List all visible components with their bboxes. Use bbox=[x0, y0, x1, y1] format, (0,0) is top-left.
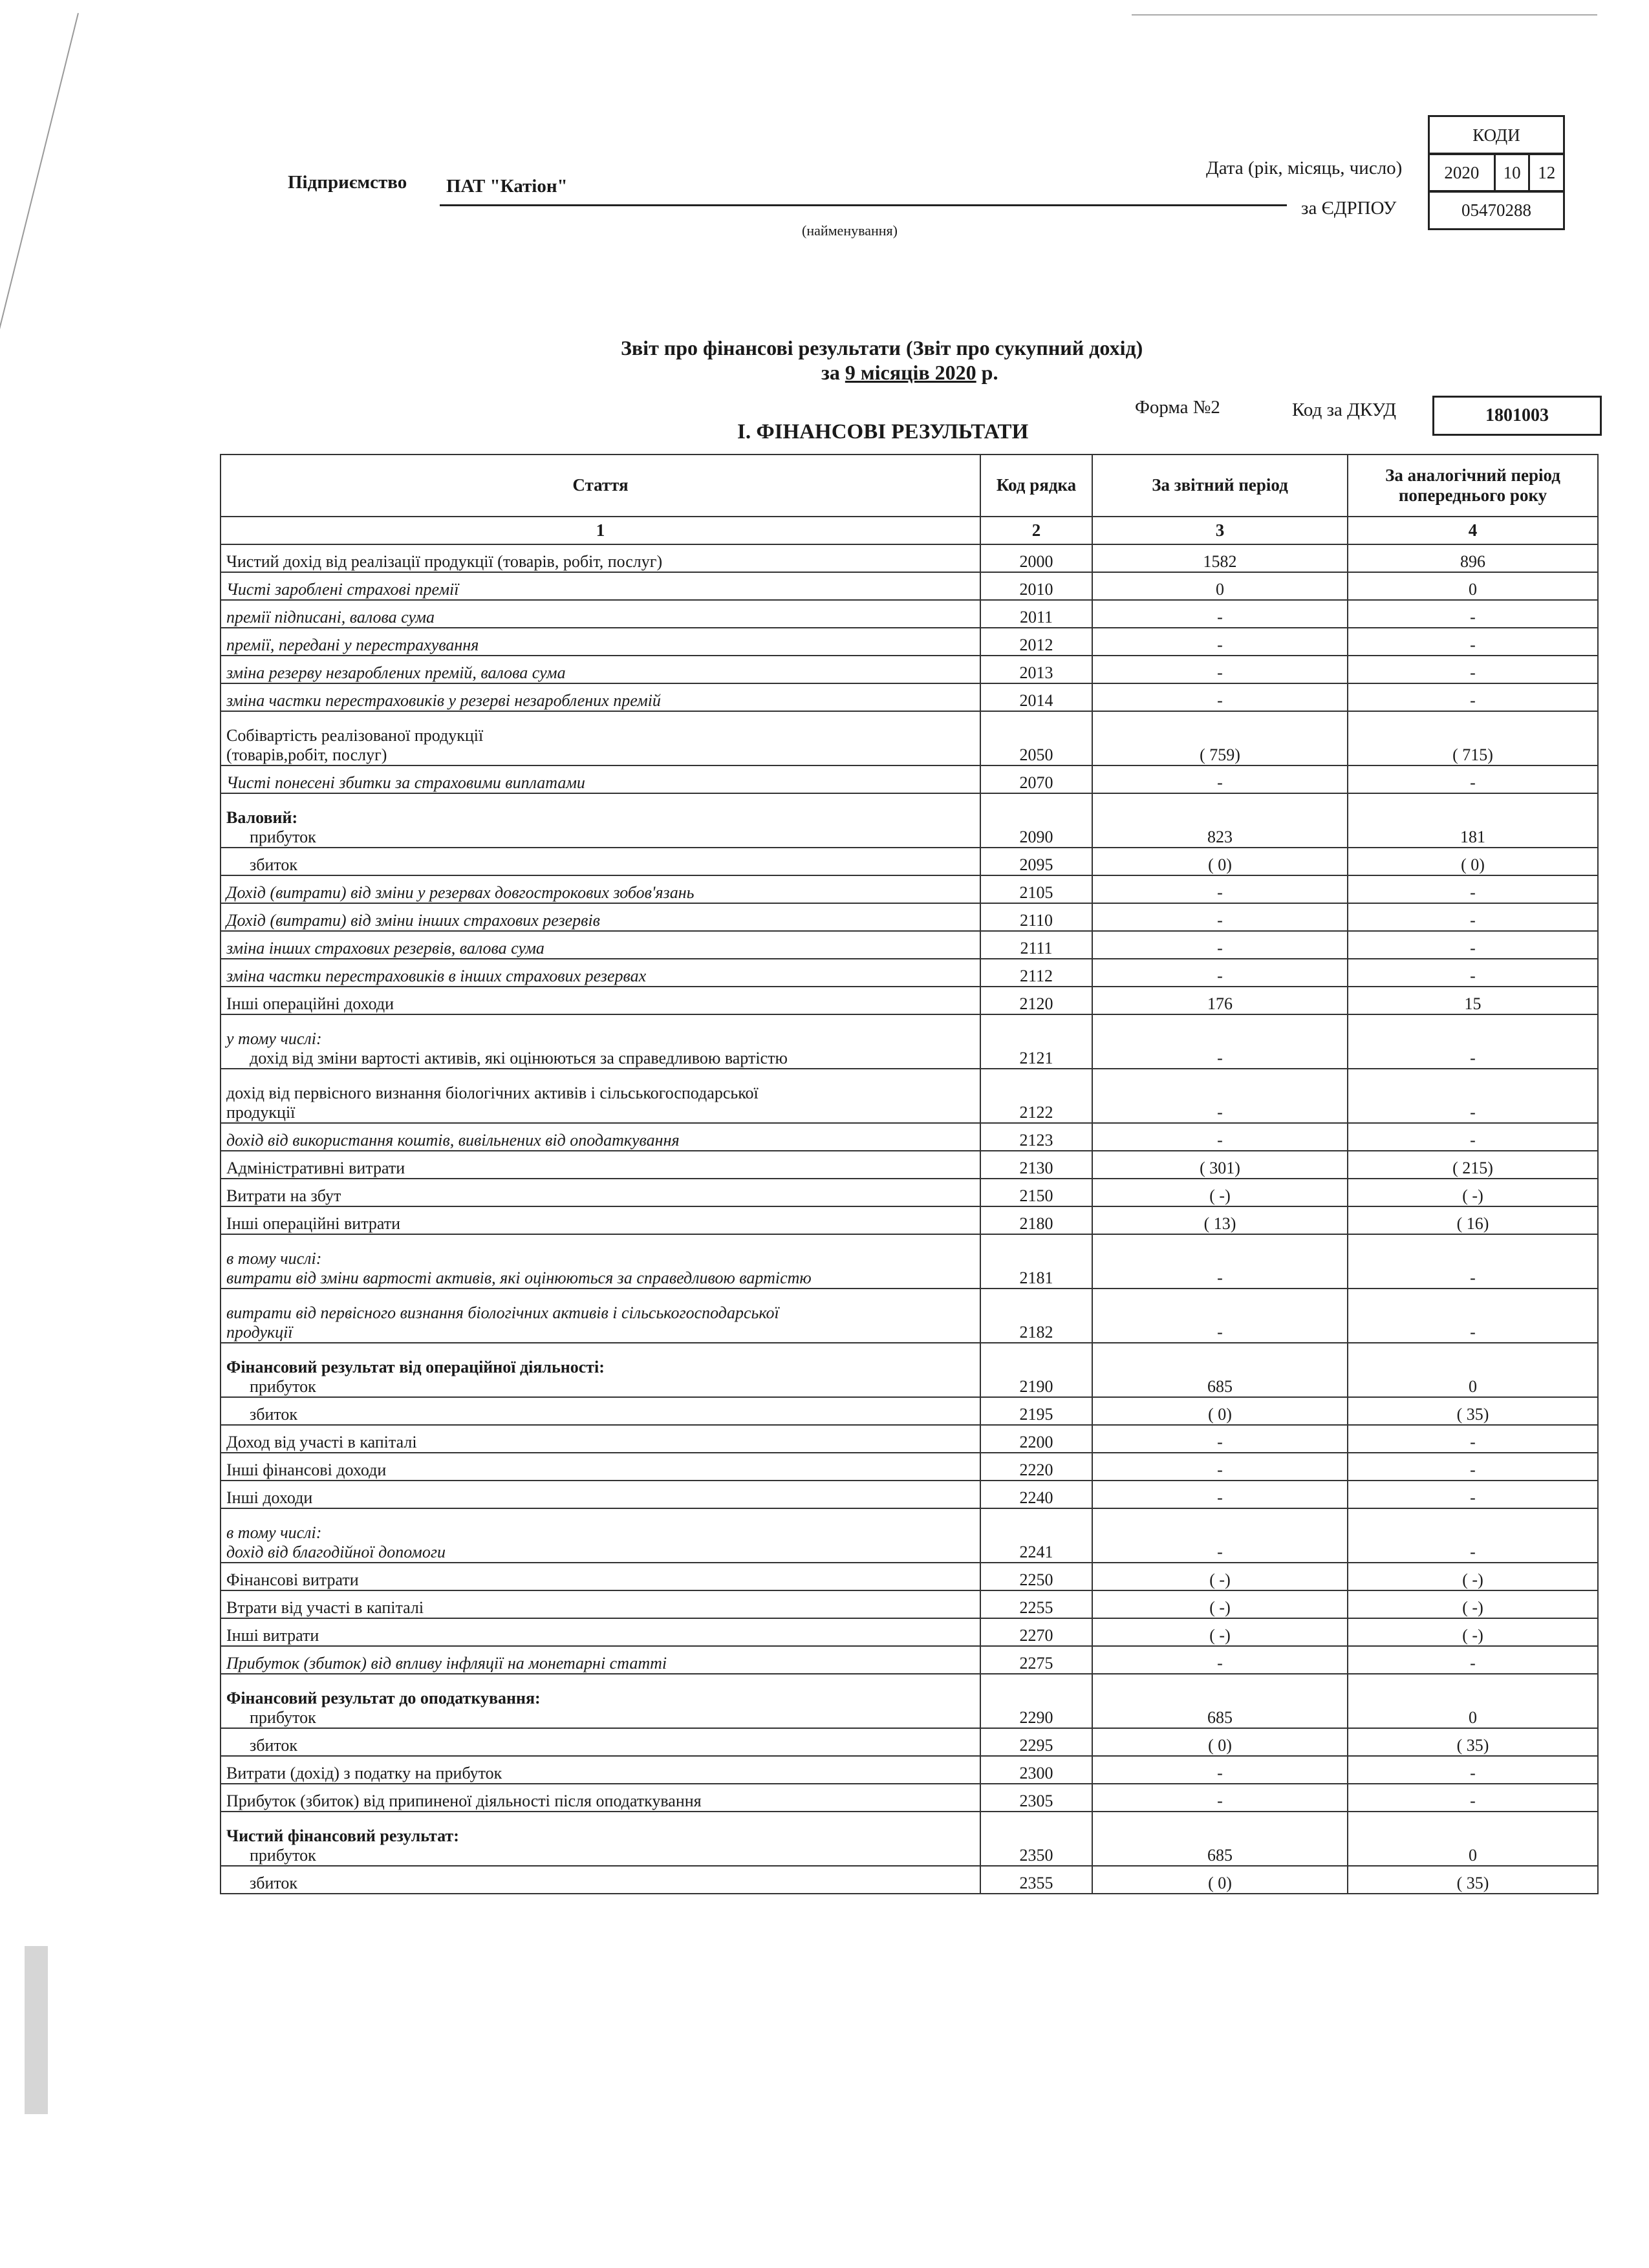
table-row bbox=[221, 711, 1598, 765]
row-current: ( 759) bbox=[1092, 711, 1348, 765]
row-current: 685 bbox=[1092, 1812, 1348, 1866]
report-period bbox=[821, 361, 998, 385]
codes-table bbox=[1428, 115, 1565, 155]
table-row bbox=[221, 765, 1598, 793]
row-label-line2: прибуток bbox=[250, 1708, 316, 1728]
col-number-1: 1 bbox=[221, 517, 980, 544]
row-previous: ( -) bbox=[1348, 1590, 1598, 1618]
row-code: 2290 bbox=[980, 1674, 1092, 1728]
table-row bbox=[221, 959, 1598, 987]
row-label bbox=[221, 1508, 980, 1563]
row-previous: - bbox=[1348, 1289, 1598, 1343]
table-row bbox=[221, 987, 1598, 1014]
table-row bbox=[221, 1343, 1598, 1397]
row-code: 2200 bbox=[980, 1425, 1092, 1453]
row-code: 2295 bbox=[980, 1728, 1092, 1756]
row-code: 2255 bbox=[980, 1590, 1092, 1618]
row-code: 2241 bbox=[980, 1508, 1092, 1563]
header-article: Стаття bbox=[221, 455, 980, 517]
table-row bbox=[221, 544, 1598, 572]
row-code: 2220 bbox=[980, 1453, 1092, 1481]
row-current: - bbox=[1092, 1289, 1348, 1343]
row-label-line1: Інші витрати bbox=[226, 1626, 319, 1645]
row-label-line1: Дохід (витрати) від зміни у резервах довгострокових зобов'язань bbox=[226, 883, 695, 903]
row-previous: - bbox=[1348, 600, 1598, 628]
row-label bbox=[221, 1453, 980, 1481]
table-row bbox=[221, 1674, 1598, 1728]
row-previous: - bbox=[1348, 1123, 1598, 1151]
row-label-line1: Чистий фінансовий результат: bbox=[226, 1826, 459, 1846]
row-label-line1: в тому числі: bbox=[226, 1523, 322, 1543]
table-row bbox=[221, 1014, 1598, 1069]
row-code: 2050 bbox=[980, 711, 1092, 765]
row-label-line1: дохід від використання коштів, вивільнених від оподаткування bbox=[226, 1131, 680, 1150]
row-label bbox=[221, 1206, 980, 1234]
row-code: 2013 bbox=[980, 656, 1092, 683]
table-row bbox=[221, 1453, 1598, 1481]
row-current: - bbox=[1092, 875, 1348, 903]
row-label bbox=[221, 1784, 980, 1812]
row-code: 2190 bbox=[980, 1343, 1092, 1397]
row-label-line1: зміна частки перестраховиків в інших страхових резервах bbox=[226, 967, 647, 986]
row-previous: - bbox=[1348, 656, 1598, 683]
row-previous: ( 16) bbox=[1348, 1206, 1598, 1234]
row-label bbox=[221, 683, 980, 711]
table-row bbox=[221, 1123, 1598, 1151]
row-label bbox=[221, 1234, 980, 1289]
row-label bbox=[221, 1179, 980, 1206]
row-current: ( -) bbox=[1092, 1563, 1348, 1590]
row-previous: - bbox=[1348, 903, 1598, 931]
row-code: 2110 bbox=[980, 903, 1092, 931]
row-current: - bbox=[1092, 1508, 1348, 1563]
row-current: - bbox=[1092, 903, 1348, 931]
row-label-line2: продукції bbox=[226, 1103, 296, 1122]
table-row bbox=[221, 931, 1598, 959]
row-code: 2014 bbox=[980, 683, 1092, 711]
row-current: ( 0) bbox=[1092, 1397, 1348, 1425]
date-month: 10 bbox=[1494, 154, 1529, 192]
row-label bbox=[221, 903, 980, 931]
table-row bbox=[221, 1728, 1598, 1756]
date-table bbox=[1428, 153, 1565, 193]
row-current: 685 bbox=[1092, 1674, 1348, 1728]
row-previous: 0 bbox=[1348, 1674, 1598, 1728]
date-label: Дата (рік, місяць, число) bbox=[1206, 158, 1403, 178]
row-current: ( 13) bbox=[1092, 1206, 1348, 1234]
row-code: 2240 bbox=[980, 1481, 1092, 1508]
row-label-line1: Фінансовий результат до оподаткування: bbox=[226, 1689, 541, 1708]
financial-results-table bbox=[220, 454, 1599, 1894]
row-current: 1582 bbox=[1092, 544, 1348, 572]
scan-top-line bbox=[1132, 14, 1597, 16]
row-current: - bbox=[1092, 628, 1348, 656]
row-previous: 0 bbox=[1348, 1343, 1598, 1397]
row-current: - bbox=[1092, 1646, 1348, 1674]
row-current: - bbox=[1092, 1453, 1348, 1481]
table-row bbox=[221, 628, 1598, 656]
row-code: 2121 bbox=[980, 1014, 1092, 1069]
row-current: - bbox=[1092, 683, 1348, 711]
table-row bbox=[221, 1425, 1598, 1453]
table-row bbox=[221, 1397, 1598, 1425]
row-code: 2111 bbox=[980, 931, 1092, 959]
row-code: 2180 bbox=[980, 1206, 1092, 1234]
period-value: 9 місяців 2020 bbox=[845, 361, 976, 384]
row-current: ( 0) bbox=[1092, 1866, 1348, 1894]
row-label-line1: Адміністративні витрати bbox=[226, 1159, 405, 1178]
row-code: 2122 bbox=[980, 1069, 1092, 1123]
row-label bbox=[221, 875, 980, 903]
row-label-line1: Інші фінансові доходи bbox=[226, 1460, 387, 1480]
header-previous: За аналогічний період попереднього року bbox=[1348, 455, 1598, 517]
row-label-line1: Дохід (витрати) від зміни інших страхових резервів bbox=[226, 911, 600, 930]
row-previous: ( 215) bbox=[1348, 1151, 1598, 1179]
row-previous: - bbox=[1348, 1014, 1598, 1069]
table-row bbox=[221, 903, 1598, 931]
row-current: - bbox=[1092, 1123, 1348, 1151]
row-label bbox=[221, 1756, 980, 1784]
row-label bbox=[221, 931, 980, 959]
row-label-line2: прибуток bbox=[250, 1377, 316, 1396]
dkud-label: Код за ДКУД bbox=[1292, 400, 1397, 420]
row-code: 2105 bbox=[980, 875, 1092, 903]
codes-title: КОДИ bbox=[1429, 116, 1564, 155]
row-label bbox=[221, 1014, 980, 1069]
row-current: ( -) bbox=[1092, 1590, 1348, 1618]
table-row bbox=[221, 1289, 1598, 1343]
row-previous: - bbox=[1348, 1069, 1598, 1123]
row-label-line1: Витрати на збут bbox=[226, 1186, 341, 1206]
row-previous: - bbox=[1348, 1425, 1598, 1453]
row-code: 2130 bbox=[980, 1151, 1092, 1179]
row-previous: 0 bbox=[1348, 1812, 1598, 1866]
row-label-line1: зміна резерву незароблених премій, валова сума bbox=[226, 663, 566, 683]
row-previous: 896 bbox=[1348, 544, 1598, 572]
row-current: - bbox=[1092, 1425, 1348, 1453]
row-label-line1: дохід від первісного визнання біологічних активів і сільськогосподарської bbox=[226, 1084, 759, 1103]
column-numbers-row bbox=[221, 517, 1598, 544]
row-label bbox=[221, 1590, 980, 1618]
row-current: 823 bbox=[1092, 793, 1348, 848]
table-row bbox=[221, 1756, 1598, 1784]
row-label bbox=[221, 711, 980, 765]
row-previous: 0 bbox=[1348, 572, 1598, 600]
col-number-4: 4 bbox=[1348, 517, 1598, 544]
row-previous: - bbox=[1348, 1234, 1598, 1289]
row-label bbox=[221, 1397, 980, 1425]
row-code: 2355 bbox=[980, 1866, 1092, 1894]
table-row bbox=[221, 656, 1598, 683]
row-label bbox=[221, 987, 980, 1014]
row-label-line2: витрати від зміни вартості активів, які оцінюються за справедливою вартістю bbox=[226, 1268, 812, 1288]
row-label bbox=[221, 1425, 980, 1453]
row-code: 2250 bbox=[980, 1563, 1092, 1590]
edrpou-table bbox=[1428, 190, 1565, 230]
date-day: 12 bbox=[1529, 154, 1564, 192]
period-suffix: р. bbox=[981, 361, 998, 384]
row-label bbox=[221, 1674, 980, 1728]
row-label bbox=[221, 1728, 980, 1756]
scan-edge-line bbox=[0, 13, 79, 453]
col-number-3: 3 bbox=[1092, 517, 1348, 544]
row-previous: - bbox=[1348, 1646, 1598, 1674]
row-label bbox=[221, 793, 980, 848]
table-row bbox=[221, 793, 1598, 848]
row-previous: 181 bbox=[1348, 793, 1598, 848]
row-label-line2: дохід від зміни вартості активів, які оцінюються за справедливою вартістю bbox=[250, 1049, 788, 1068]
row-previous: ( 0) bbox=[1348, 848, 1598, 875]
row-code: 2350 bbox=[980, 1812, 1092, 1866]
row-label-line1: Прибуток (збиток) від припиненої діяльності після оподаткування bbox=[226, 1792, 702, 1811]
row-label-line1: Чисті понесені збитки за страховими виплатами bbox=[226, 773, 585, 793]
col-number-2: 2 bbox=[980, 517, 1092, 544]
row-label-line1: витрати від первісного визнання біологічних активів і сільськогосподарської bbox=[226, 1303, 779, 1323]
row-code: 2300 bbox=[980, 1756, 1092, 1784]
table-row bbox=[221, 875, 1598, 903]
row-previous: ( 715) bbox=[1348, 711, 1598, 765]
row-code: 2195 bbox=[980, 1397, 1092, 1425]
row-label-line1: Фінансові витрати bbox=[226, 1570, 359, 1590]
row-label bbox=[221, 544, 980, 572]
row-current: - bbox=[1092, 959, 1348, 987]
edrpou-value: 05470288 bbox=[1429, 191, 1564, 230]
table-row bbox=[221, 1069, 1598, 1123]
row-label-line1: Фінансовий результат від операційної діяльності: bbox=[226, 1358, 605, 1377]
row-label bbox=[221, 1812, 980, 1866]
enterprise-label: Підприємство bbox=[288, 172, 407, 193]
row-label bbox=[221, 1069, 980, 1123]
table-row bbox=[221, 1812, 1598, 1866]
row-label-line1: Прибуток (збиток) від впливу інфляції на монетарні статті bbox=[226, 1654, 667, 1673]
table-row bbox=[221, 1618, 1598, 1646]
row-label-line1: Втрати від участі в капіталі bbox=[226, 1598, 424, 1618]
row-label bbox=[221, 1481, 980, 1508]
row-label-line2: продукції bbox=[226, 1323, 293, 1342]
table-row bbox=[221, 1206, 1598, 1234]
table-row bbox=[221, 1866, 1598, 1894]
row-code: 2090 bbox=[980, 793, 1092, 848]
report-title: Звіт про фінансові результати (Звіт про сукупний дохід) bbox=[621, 336, 1143, 359]
enterprise-name: ПАТ "Катіон" bbox=[446, 176, 568, 197]
row-previous: ( 35) bbox=[1348, 1866, 1598, 1894]
table-row bbox=[221, 600, 1598, 628]
row-label-line1: збиток bbox=[250, 1736, 298, 1755]
row-label-line2: дохід від благодійної допомоги bbox=[226, 1543, 446, 1562]
table-row bbox=[221, 1481, 1598, 1508]
row-code: 2095 bbox=[980, 848, 1092, 875]
row-current: - bbox=[1092, 931, 1348, 959]
table-row bbox=[221, 848, 1598, 875]
row-label-line1: Чисті зароблені страхові премії bbox=[226, 580, 459, 599]
row-code: 2112 bbox=[980, 959, 1092, 987]
date-year: 2020 bbox=[1429, 154, 1495, 192]
row-label-line1: в тому числі: bbox=[226, 1249, 322, 1268]
row-current: - bbox=[1092, 765, 1348, 793]
row-label-line1: збиток bbox=[250, 1874, 298, 1893]
table-row bbox=[221, 1590, 1598, 1618]
row-label bbox=[221, 1618, 980, 1646]
row-current: - bbox=[1092, 656, 1348, 683]
row-current: 685 bbox=[1092, 1343, 1348, 1397]
row-previous: - bbox=[1348, 628, 1598, 656]
header-code: Код рядка bbox=[980, 455, 1092, 517]
row-current: ( 0) bbox=[1092, 848, 1348, 875]
row-label bbox=[221, 1151, 980, 1179]
row-label bbox=[221, 1289, 980, 1343]
row-label-line1: зміна інших страхових резервів, валова сума bbox=[226, 939, 544, 958]
row-previous: ( 35) bbox=[1348, 1728, 1598, 1756]
scan-left-smudge bbox=[25, 1946, 48, 2114]
row-previous: - bbox=[1348, 1756, 1598, 1784]
row-code: 2182 bbox=[980, 1289, 1092, 1343]
row-current: ( -) bbox=[1092, 1179, 1348, 1206]
period-prefix: за bbox=[821, 361, 840, 384]
row-label-line1: збиток bbox=[250, 1405, 298, 1424]
row-label-line2: (товарів,робіт, послуг) bbox=[226, 745, 387, 765]
row-code: 2270 bbox=[980, 1618, 1092, 1646]
row-label-line1: Витрати (дохід) з податку на прибуток bbox=[226, 1764, 502, 1783]
row-previous: - bbox=[1348, 1481, 1598, 1508]
header-current: За звітний період bbox=[1092, 455, 1348, 517]
row-current: - bbox=[1092, 1234, 1348, 1289]
enterprise-underline bbox=[440, 204, 1287, 206]
row-label bbox=[221, 848, 980, 875]
table-row bbox=[221, 572, 1598, 600]
row-previous: ( -) bbox=[1348, 1618, 1598, 1646]
row-current: - bbox=[1092, 1481, 1348, 1508]
table-row bbox=[221, 1646, 1598, 1674]
row-previous: - bbox=[1348, 959, 1598, 987]
table-row bbox=[221, 1784, 1598, 1812]
row-code: 2181 bbox=[980, 1234, 1092, 1289]
section-title: І. ФІНАНСОВІ РЕЗУЛЬТАТИ bbox=[737, 420, 1029, 444]
row-label-line1: Доход від участі в капіталі bbox=[226, 1433, 417, 1452]
table-row bbox=[221, 1179, 1598, 1206]
row-current: ( 0) bbox=[1092, 1728, 1348, 1756]
edrpou-label: за ЄДРПОУ bbox=[1301, 198, 1397, 219]
row-label bbox=[221, 1343, 980, 1397]
row-previous: ( -) bbox=[1348, 1563, 1598, 1590]
row-label-line1: збиток bbox=[250, 855, 298, 875]
row-code: 2275 bbox=[980, 1646, 1092, 1674]
row-current: - bbox=[1092, 1756, 1348, 1784]
row-previous: - bbox=[1348, 765, 1598, 793]
row-label-line1: у тому числі: bbox=[226, 1029, 322, 1049]
table-row bbox=[221, 1234, 1598, 1289]
row-code: 2070 bbox=[980, 765, 1092, 793]
table-header-row bbox=[221, 455, 1598, 517]
row-code: 2305 bbox=[980, 1784, 1092, 1812]
row-code: 2120 bbox=[980, 987, 1092, 1014]
row-label bbox=[221, 1123, 980, 1151]
row-current: - bbox=[1092, 1069, 1348, 1123]
row-label bbox=[221, 572, 980, 600]
row-label-line1: Інші операційні доходи bbox=[226, 994, 394, 1014]
row-previous: - bbox=[1348, 931, 1598, 959]
row-previous: - bbox=[1348, 1453, 1598, 1481]
row-current: - bbox=[1092, 600, 1348, 628]
row-code: 2011 bbox=[980, 600, 1092, 628]
row-code: 2150 bbox=[980, 1179, 1092, 1206]
row-label-line1: Інші доходи bbox=[226, 1488, 313, 1508]
table-row bbox=[221, 1508, 1598, 1563]
row-current: 176 bbox=[1092, 987, 1348, 1014]
table-row bbox=[221, 1151, 1598, 1179]
row-previous: - bbox=[1348, 1508, 1598, 1563]
row-label bbox=[221, 765, 980, 793]
row-label bbox=[221, 656, 980, 683]
row-previous: ( -) bbox=[1348, 1179, 1598, 1206]
row-label-line2: прибуток bbox=[250, 828, 316, 847]
row-label bbox=[221, 1866, 980, 1894]
row-previous: - bbox=[1348, 1784, 1598, 1812]
row-label bbox=[221, 1563, 980, 1590]
row-label-line1: Чистий дохід від реалізації продукції (товарів, робіт, послуг) bbox=[226, 552, 663, 572]
row-code: 2012 bbox=[980, 628, 1092, 656]
row-label-line1: Інші операційні витрати bbox=[226, 1214, 401, 1234]
row-current: 0 bbox=[1092, 572, 1348, 600]
row-code: 2123 bbox=[980, 1123, 1092, 1151]
dkud-value: 1801003 bbox=[1432, 396, 1602, 436]
row-current: ( -) bbox=[1092, 1618, 1348, 1646]
row-previous: - bbox=[1348, 683, 1598, 711]
row-current: ( 301) bbox=[1092, 1151, 1348, 1179]
row-label-line1: Валовий: bbox=[226, 808, 298, 828]
row-label-line1: премії підписані, валова сума bbox=[226, 608, 435, 627]
row-previous: - bbox=[1348, 875, 1598, 903]
row-label bbox=[221, 959, 980, 987]
row-label bbox=[221, 628, 980, 656]
row-label-line1: зміна частки перестраховиків у резерві незароблених премій bbox=[226, 691, 661, 711]
table-row bbox=[221, 683, 1598, 711]
row-label bbox=[221, 600, 980, 628]
row-label bbox=[221, 1646, 980, 1674]
row-code: 2010 bbox=[980, 572, 1092, 600]
form-label: Форма №2 bbox=[1135, 397, 1220, 418]
row-current: - bbox=[1092, 1784, 1348, 1812]
row-previous: 15 bbox=[1348, 987, 1598, 1014]
table-row bbox=[221, 1563, 1598, 1590]
row-label-line2: прибуток bbox=[250, 1846, 316, 1865]
row-label-line1: премії, передані у перестрахування bbox=[226, 636, 479, 655]
row-label-line1: Собівартість реалізованої продукції bbox=[226, 726, 484, 745]
row-previous: ( 35) bbox=[1348, 1397, 1598, 1425]
row-current: - bbox=[1092, 1014, 1348, 1069]
row-code: 2000 bbox=[980, 544, 1092, 572]
enterprise-caption: (найменування) bbox=[802, 222, 898, 239]
